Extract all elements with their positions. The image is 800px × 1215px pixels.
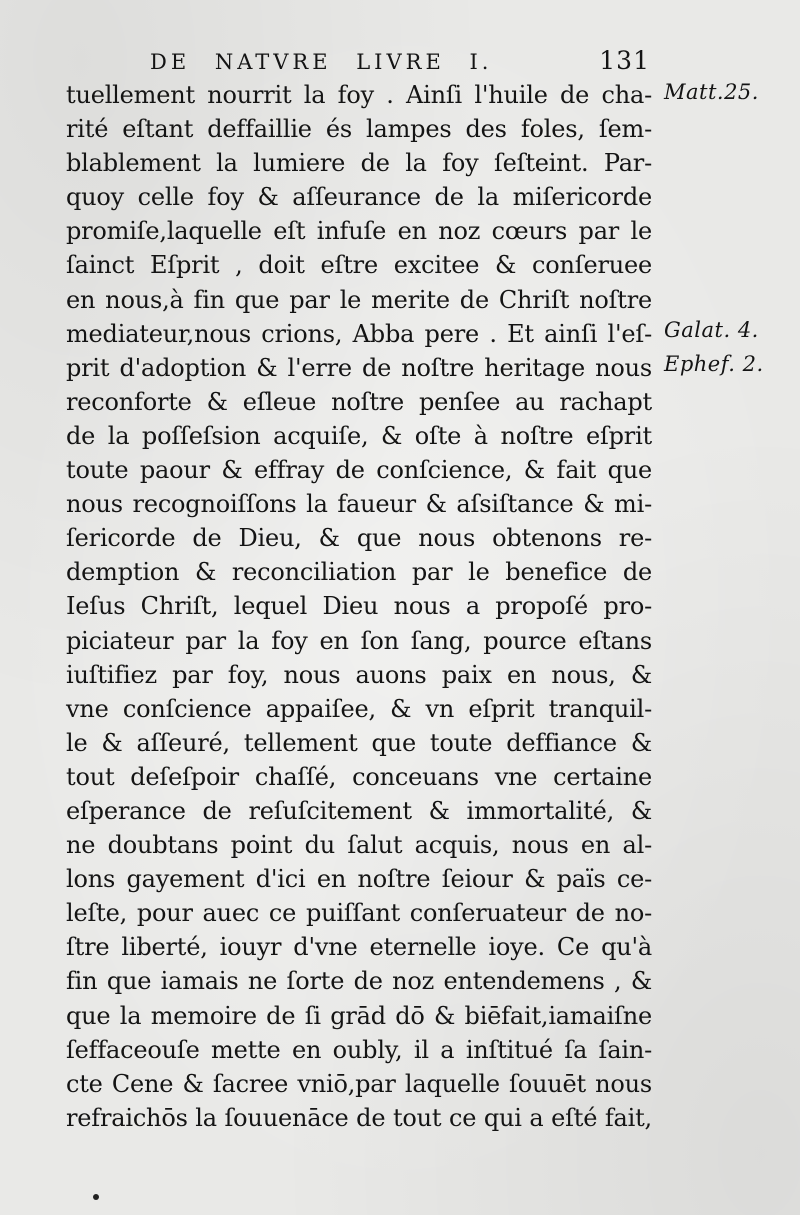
text-line: demption & reconciliation par le benefice de <box>66 558 652 587</box>
text-line: prit d'adoption & l'erre de noſtre heritage nous <box>66 353 652 382</box>
text-line: de la poſſeſsion acquiſe, & oſte à noſtre eſprit <box>66 421 652 450</box>
text-line: ſericorde de Dieu, & que nous obtenons re- <box>66 524 652 553</box>
text-line: lons gayement d'ici en noſtre ſeiour & païs ce- <box>66 865 652 894</box>
text-line: mediateur,nous crions, Abba pere . Et ainſi l'eſ- <box>66 319 652 348</box>
text-line: ſeffaceouſe mette en oubly, il a inſtitué ſa ſain- <box>66 1035 652 1064</box>
text-line: ſtre liberté, iouyr d'vne eternelle ioye. Ce qu'à <box>66 933 652 962</box>
running-head: DE NATVRE LIVRE I. <box>150 50 493 74</box>
text-line: Ieſus Chriſt, lequel Dieu nous a propoſé pro- <box>66 592 652 621</box>
text-line: nous recognoiſſons la faueur & aſsiſtance & mi- <box>66 490 652 519</box>
text-line: ſainct Eſprit , doit eſtre excitee & conſeruee <box>66 251 652 280</box>
text-line: que la memoire de ſi grād dō & biēfait,iamaiſne <box>66 1001 652 1030</box>
text-line: leſte, pour auec ce puiſſant conſeruateur de no- <box>66 899 652 928</box>
text-line: blablement la lumiere de la foy ſeſteint. Par- <box>66 149 652 178</box>
text-line: tout deſeſpoir chaſſé, conceuans vne certaine <box>66 762 652 791</box>
text-line: fin que iamais ne ſorte de noz entendemens , & <box>66 967 652 996</box>
text-line: rité eſtant deffaillie és lampes des foles, ſem- <box>66 115 652 144</box>
text-line: eſperance de reſuſcitement & immortalité, & <box>66 796 652 825</box>
margin-note-ephesians: Ephef. 2. <box>664 352 764 376</box>
text-line: cte Cene & ſacree vniō,par laquelle ſouuēt nous <box>66 1069 652 1098</box>
text-line: refraichōs la ſouuenāce de tout ce qui a eſté fait, <box>66 1103 652 1132</box>
text-line: piciateur par la foy en ſon ſang, pource eſtans <box>66 626 652 655</box>
text-line: promiſe,laquelle eſt infuſe en noz cœurs par le <box>66 217 652 246</box>
text-line: quoy celle foy & aſſeurance de la miſericorde <box>66 183 652 212</box>
margin-note-matthew: Matt.25. <box>664 80 759 104</box>
text-line: ne doubtans point du ſalut acquis, nous en al- <box>66 831 652 860</box>
text-line: le & aſſeuré, tellement que toute deffiance & <box>66 728 652 757</box>
margin-note-galatians: Galat. 4. <box>664 318 759 342</box>
body-text <box>66 78 652 1135</box>
ink-speck <box>93 1194 99 1200</box>
page-header <box>150 46 650 80</box>
text-line: iuſtifiez par foy, nous auons paix en nous, & <box>66 660 652 689</box>
text-line: vne conſcience appaiſee, & vn eſprit tranquil- <box>66 694 652 723</box>
text-line: en nous,à fin que par le merite de Chriſt noſtre <box>66 285 652 314</box>
text-line: reconforte & eſleue noſtre penſee au rachapt <box>66 387 652 416</box>
text-line: toute paour & effray de conſcience, & fait que <box>66 456 652 485</box>
text-line: tuellement nourrit la foy . Ainſi l'huile de cha- <box>66 81 652 109</box>
page-number: 131 <box>599 46 650 75</box>
